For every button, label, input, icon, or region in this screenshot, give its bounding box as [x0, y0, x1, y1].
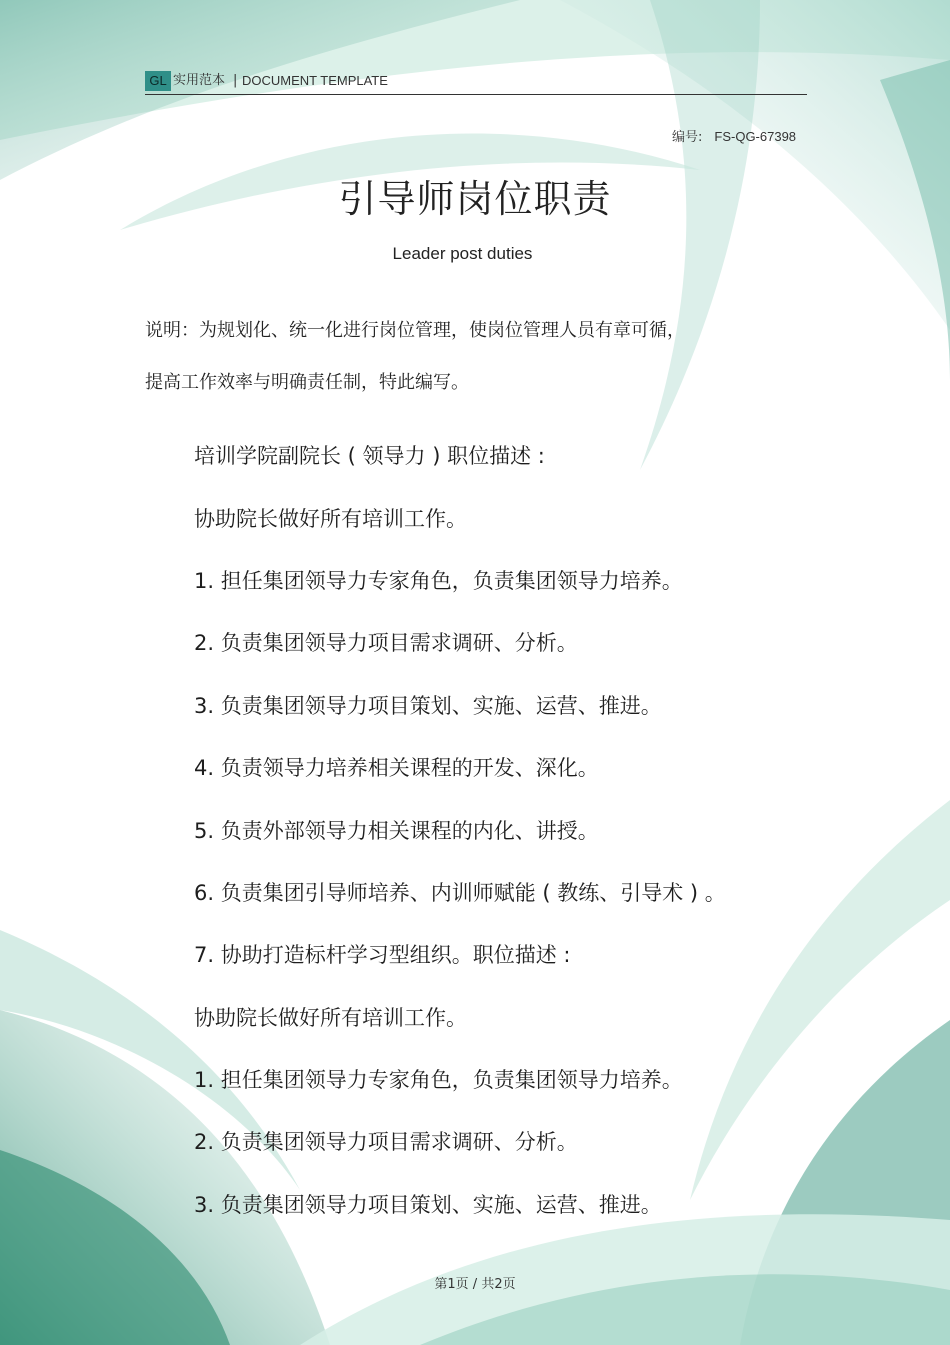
document-title: 引导师岗位职责: [338, 177, 612, 221]
header-separator: |: [233, 73, 238, 88]
page-footer: 第1页 / 共2页: [434, 1277, 516, 1292]
body-list-item: 4. 负责领导力培养相关课程的开发、深化。: [194, 756, 599, 780]
document-template-label: DOCUMENT TEMPLATE: [242, 73, 388, 88]
body-list-item: 2. 负责集团领导力项目需求调研、分析。: [194, 1130, 578, 1154]
body-list-item: 5. 负责外部领导力相关课程的内化、讲授。: [194, 819, 599, 843]
gl-badge: GL: [145, 71, 171, 91]
document-number-label: 编号:: [672, 130, 703, 145]
body-paragraph: 协助院长做好所有培训工作。: [194, 1006, 467, 1030]
intro-line: 提高工作效率与明确责任制，特此编写。: [145, 372, 469, 393]
body-paragraph: 培训学院副院长 ( 领导力 ) 职位描述 :: [194, 444, 545, 468]
body-list-item: 2. 负责集团领导力项目需求调研、分析。: [194, 631, 578, 655]
brand-label: 实用范本: [173, 73, 226, 88]
body-list-item: 1. 担任集团领导力专家角色，负责集团领导力培养。: [194, 569, 683, 593]
document-number-value: FS-QG-67398: [714, 129, 797, 144]
body-paragraph: 协助院长做好所有培训工作。: [194, 507, 467, 531]
document-subtitle: Leader post duties: [392, 244, 533, 263]
page-header: [145, 70, 807, 95]
body-list-item: 3. 负责集团领导力项目策划、实施、运营、推进。: [194, 694, 662, 718]
body-list-item: 3. 负责集团领导力项目策划、实施、运营、推进。: [194, 1193, 662, 1217]
document-number: [672, 126, 796, 145]
body-list-item: 7. 协助打造标杆学习型组织。职位描述 :: [194, 943, 571, 967]
intro-line: 说明：为规划化、统一化进行岗位管理，使岗位管理人员有章可循，: [145, 320, 685, 341]
body-list-item: 1. 担任集团领导力专家角色，负责集团领导力培养。: [194, 1068, 683, 1092]
body-list-item: 6. 负责集团引导师培养、内训师赋能 ( 教练、引导术 ) 。: [194, 881, 726, 905]
